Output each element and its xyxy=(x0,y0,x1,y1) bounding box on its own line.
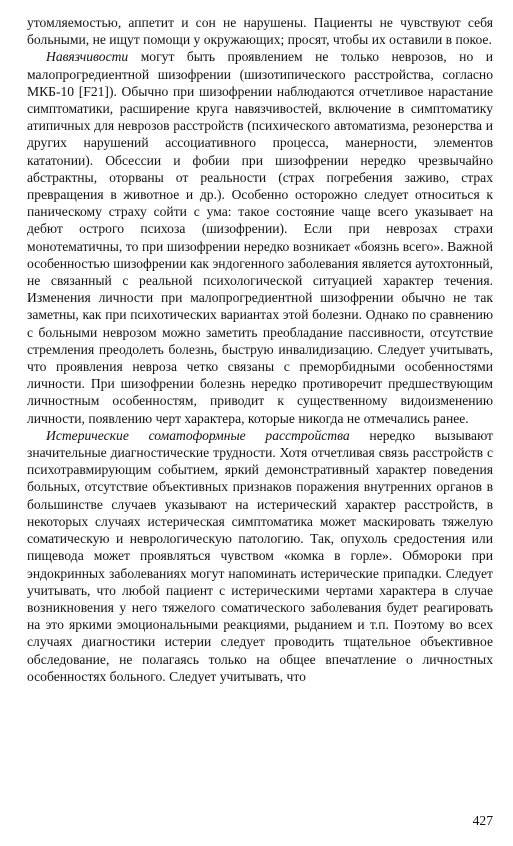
paragraph-3 xyxy=(27,427,493,685)
paragraph-2-lead: Навязчивости xyxy=(46,49,129,65)
paragraph-1 xyxy=(27,14,493,48)
page-number: 427 xyxy=(472,813,493,828)
paragraph-2 xyxy=(27,48,493,426)
paragraph-3-lead: Истерические соматоформные расстройства xyxy=(46,427,350,443)
page-text xyxy=(27,14,493,685)
paragraph-1-text: утомляемостью, аппетит и сон не нарушены. Пациенты не чувствуют себя больными, не ищут помощи у окружающих; просят, чтобы их оставили в покое. xyxy=(27,15,493,48)
paragraph-3-text: нередко вызывают значительные диагностические трудности. Хотя отчетливая связь расстройств с психотравмирующим событием, яркий демонстративный характер поведения больных, отсутствие объективных признаков поражения внутренних органов в большинстве случаев указывают на истерический характер расстройств, в некоторых случаях истерическая симптоматика может маскировать тяжелую соматическую и неврологическую патологию. Так, опухоль средостения или пищевода может проявляться чувством «комка в горле». Обмороки при эндокринных заболеваниях могут напоминать истерические припадки. Следует учитывать, что любой пациент с истерическими чертами характера в случае возникновения у него тяжелого соматического заболевания будет реагировать на это яркими эмоциональными реакциями, рыданием и т.п. Поэтому во всех случаях диагностики истерии следует проводить тщательное объективное обследование, не полагаясь только на общее впечатление о личностных особенностях больного. Следует учитывать, что xyxy=(27,427,493,684)
paragraph-2-text: могут быть проявлением не только неврозов, но и малопрогредиентной шизофрении (шизотипического расстройства, согласно МКБ-10 [F21]). Обычно при шизофрении наблюдаются отчетливое нарастание симптоматики, расширение круга навязчивостей, включение в симптоматику атипичных для неврозов расстройств (психического автоматизма, резонерства и других нарушений ассоциативного процесса, манерности, элементов кататонии). Обсессии и фобии при шизофрении нередко чрезвычайно абстрактны, оторваны от реальности (страх погребения заживо, страх превращения в животное и др.). Особенно осторожно следует относиться к паническому страху сойти с ума: такое состояние чаще всего указывает на дебют острого психоза (шизофрении). Если при неврозах страхи монотематичны, то при шизофрении нередко возникает «боязнь всего». Важной особенностью шизофрении как эндогенного заболевания является аутохтонный, не связанный с реальной психологической ситуацией характер течения. Изменения личности при малопрогредиентной шизофрении обычно не так заметны, как при психотических вариантах этой болезни. Однако по сравнению с больными неврозом можно заметить преобладание пассивности, отсутствие стремления преодолеть болезнь, быструю инвалидизацию. Следует учитывать, что проявления невроза четко связаны с преморбидными особенностями личности. При шизофрении болезнь нередко противоречит предшествующим личностным особенностям, приводит к существенному видоизменению личности, появлению черт характера, которые никогда не отмечались ранее. xyxy=(27,49,493,426)
